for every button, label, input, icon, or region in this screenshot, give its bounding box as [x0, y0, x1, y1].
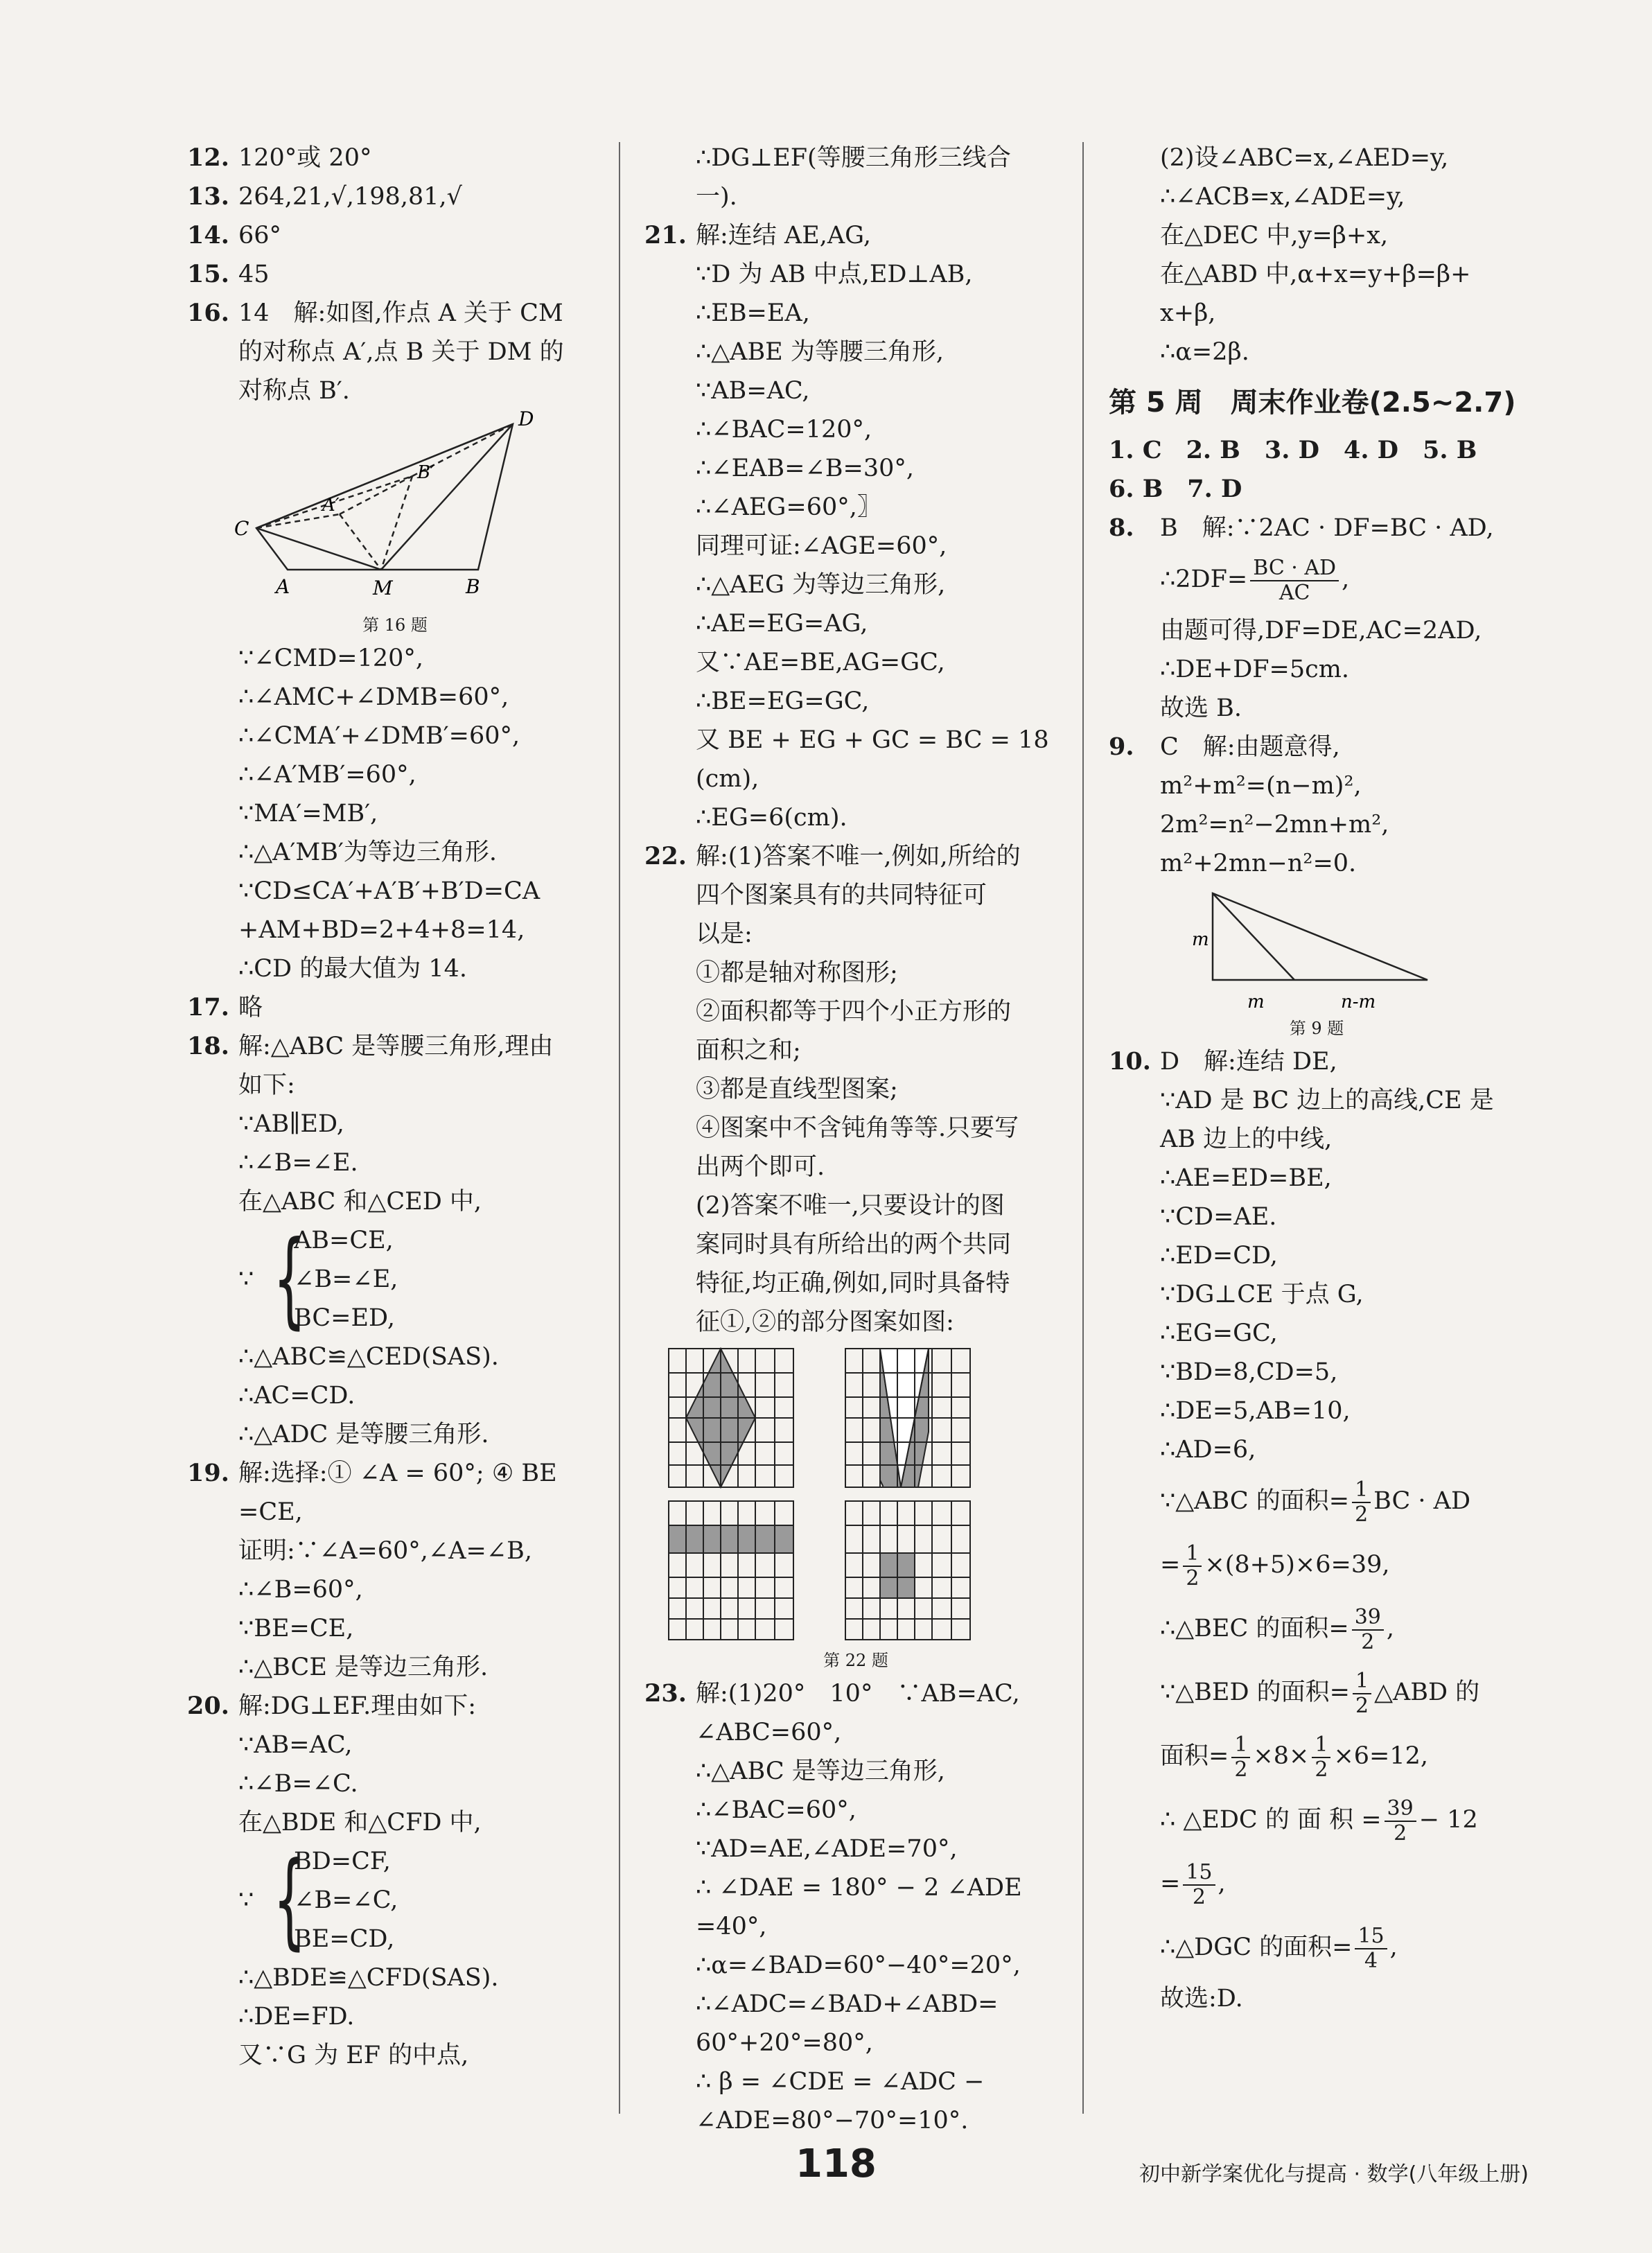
answer-19: 19. 解:选择:① ∠A = 60°; ④ BE =CE, 证明:∵∠A=60°,∠A=∠B, ∴∠B=60°, ∵BE=CE, ∴△BCE 是等边三角形.	[187, 1459, 557, 1681]
answer-23: 23. 解:(1)20° 10° ∵AB=AC, ∠ABC=60°, ∴△ABC 是等边三角形, ∴∠BAC=60°, ∵AD=AE,∠ADE=70°, ∴ ∠DAE = 180° − 2 ∠ADE =40°, ∴α=∠BAD=60°−40°=20°, ∴∠ADC=∠BAD+∠ABD= 60°+20°=80°, ∴ β = ∠CDE = ∠ADC − ∠ADE=80°−70°=10°.	[644, 1679, 1022, 2134]
answer-9: 9. C 解:由题意得, m²+m²=(n−m)², 2m²=n²−2mn+m², m²+2mn−n²=0. m m n-m 第 9 题	[1109, 728, 1524, 1042]
fig9-label-m-base: m	[1247, 992, 1265, 1012]
answer-16: 16. 14 解:如图,作点 A 关于 CM 的对称点 A′,点 B 关于 DM 的 对称点 B′. C D A M B A′ B′ 第 16 题 ∵∠CMD=120°, ∴∠AMC+∠DMB=60°, ∴∠CMA′+∠DMB′=60°, ∴∠A′MB′=60°, ∵MA′=MB′, ∴△A′MB′为等边三角形. ∵CD≤CA′+A′B′+B′D=CA +AM+BD=2+4+8=14, ∴CD 的最大值为 14.	[187, 294, 603, 988]
figure-22	[644, 1342, 1067, 1647]
answer-10: 10. D 解:连结 DE, ∵AD 是 BC 边上的高线,CE 是 AB 边上的中线, ∴AE=ED=BE, ∵CD=AE. ∴ED=CD, ∵DG⊥CE 于点 G, ∴EG=GC, ∵BD=8,CD=5, ∴DE=5,AB=10, ∴AD=6, ∵△ABC 的面积= $\frac{1}{2}$ BC · AD = $\frac{1}{2}$ ×(8+5)×6=39, ∴△BEC 的面积= $\frac{39}{2}$ , ∵△BED 的面积= $\frac{1}{2}$ △ABD 的 面积= $\frac{1}{2}$ ×8× $\frac{1}{2}$ ×6=12, ∴ △EDC 的 面 积 = $\frac{39}{2}$ − 12 = $\frac{15}{2}$ , ∴△DGC 的面积= $\frac{15}{4}$ , 故选:D.	[1109, 1047, 1494, 2013]
grid-v-shape	[845, 1349, 970, 1487]
fig16-label-m: M	[373, 577, 393, 599]
figure-9-caption: 第 9 题	[1289, 1019, 1344, 1038]
answer-17: 17. 略	[187, 993, 263, 1022]
column-2: ∴DG⊥EF(等腰三角形三线合 一). 21. 解:连结 AE,AG, ∵D 为 AB 中点,ED⊥AB, ∴EB=EA, ∴△ABE 为等腰三角形, ∵AB=AC, ∴∠BAC=120°, ∴∠EAB=∠B=30°, ∴∠AEG=60°,〗 同理可证:∠AGE=60°, ∴△AEG 为等边三角形, ∴AE=EG=AG, 又∵AE=BE,AG=GC, ∴BE=EG=GC, 又 BE + EG + GC = BC = 18 (cm), ∴EG=6(cm). 22. 解:(1)答案不唯一,例如,所给的 四个图案具有的共同特征可 以是: ①都是轴对称图形; ②面积都等于四个小正方形的 面积之和; ③都是直线型图案; ④图案中不含钝角等等.只要写 出两个即可. (2)答案不唯一,只要设计的图 案同时具有所给出的两个共同 特征,均正确,例如,同时具备特 征①,②的部分图案如图: 第 22 题 23. 解:(1)20° 10° ∵AB=AC, ∠ABC=60°, ∴△ABC 是等边三角形, ∴∠BAC=60°, ∵AD=AE,∠ADE=70°, ∴ ∠DAE = 180° − 2 ∠ADE =40°, ∴α=∠BAD=60°−40°=20°, ∴∠ADC=∠BAD+∠ABD= 60°+20°=80°, ∴ β = ∠CDE = ∠ADC − ∠ADE=80°−70°=10°.	[644, 139, 1067, 2140]
fig16-label-c: C	[234, 517, 249, 540]
figure-9	[1109, 883, 1524, 1015]
grid-rhombus	[669, 1349, 793, 1487]
answer-20: 20. 解:DG⊥EF.理由如下: ∵AB=AC, ∴∠B=∠C. 在△BDE 和△CFD 中, ∵ { BD=CF, ∠B=∠C, BE=CD, ∴△BDE≌△CFD(SAS). ∴DE=FD. 又∵G 为 EF 的中点,	[187, 1687, 603, 2075]
answer-13: 13. 264,21,√,198,81,√	[187, 182, 462, 211]
book-title-footer: 初中新学案优化与提高 · 数学(八年级上册)	[1139, 2162, 1529, 2186]
fig9-label-m-side: m	[1192, 929, 1209, 950]
grid-center-square	[845, 1501, 970, 1640]
fig16-label-a-prime: A′	[322, 495, 340, 516]
grid-horizontal-band	[669, 1501, 793, 1640]
answer-15: 15. 45	[187, 260, 270, 288]
answer-21: 21. 解:连结 AE,AG, ∵D 为 AB 中点,ED⊥AB, ∴EB=EA, ∴△ABE 为等腰三角形, ∵AB=AC, ∴∠BAC=120°, ∴∠EAB=∠B=30°, ∴∠AEG=60°,〗 同理可证:∠AGE=60°, ∴△AEG 为等边三角形, ∴AE=EG=AG, 又∵AE=BE,AG=GC, ∴BE=EG=GC, 又 BE + EG + GC = BC = 18 (cm), ∴EG=6(cm).	[644, 221, 1049, 832]
fig16-label-b: B	[466, 575, 480, 598]
answer-8: 8. B 解:∵2AC · DF=BC · AD, ∴2DF= $\frac{BC \cdot AD}{AC}$ , 由题可得,DF=DE,AC=2AD, ∴DE+DF=5cm. 故选 B.	[1109, 514, 1494, 722]
answers-6-7: 6. B 7. D	[1109, 475, 1242, 503]
brace-system-20: ∵ { BD=CF, ∠B=∠C, BE=CD,	[238, 1840, 398, 1961]
column-3: (2)设∠ABC=x,∠AED=y, ∴∠ACB=x,∠ADE=y, 在△DEC 中,y=β+x, 在△ABD 中,α+x=y+β=β+ x+β, ∴α=2β. 第 5 周 周末作业卷(2.5~2.7) 1. C 2. B 3. D 4. D 5. B 6. B 7. D 8. B 解:∵2AC · DF=BC · AD, ∴2DF= $\frac{BC \cdot AD}{AC}$ , 由题可得,DF=DE,AC=2AD, ∴DE+DF=5cm. 故选 B. 9. C 解:由题意得, m²+m²=(n−m)², 2m²=n²−2mn+m², m²+2mn−n²=0. m m n-m 第 9 题 10. D 解:连结 DE, ∵AD 是 BC 边上的高线,CE 是 AB 边上的中线, ∴AE=ED=BE, ∵CD=AE. ∴ED=CD, ∵DG⊥CE 于点 G, ∴EG=GC, ∵BD=8,CD=5, ∴DE=5,AB=10, ∴AD=6, ∵△ABC 的面积= $\frac{1}{2}$ BC · AD = $\frac{1}{2}$ ×(8+5)×6=39, ∴△BEC 的面积= $\frac{39}{2}$ , ∵△BED 的面积= $\frac{1}{2}$ △ABD 的 面积= $\frac{1}{2}$ ×8× $\frac{1}{2}$ ×6=12, ∴ △EDC 的 面 积 = $\frac{39}{2}$ − 12 = $\frac{15}{2}$ , ∴△DGC 的面积= $\frac{15}{4}$ , 故选:D.	[1109, 139, 1524, 2018]
answer-14: 14. 66°	[187, 221, 282, 249]
fig9-label-nm-base: n-m	[1341, 992, 1376, 1012]
fig16-label-b-prime: B′	[417, 462, 435, 483]
fig16-label-a: A	[276, 575, 290, 598]
column-divider-2	[1082, 142, 1084, 2114]
column-1	[187, 139, 603, 2075]
answer-22: 22. 解:(1)答案不唯一,例如,所给的 四个图案具有的共同特征可 以是: ①都是轴对称图形; ②面积都等于四个小正方形的 面积之和; ③都是直线型图案; ④图案中不含钝角等等.只要写 出两个即可. (2)答案不唯一,只要设计的图 案同时具有所给出的两个共同 特征,均正确,例如,同时具备特 征①,②的部分图案如图: 第 22 题	[644, 837, 1067, 1674]
figure-16	[187, 410, 603, 611]
figure-16-caption: 第 16 题	[362, 615, 428, 635]
page-number: 118	[796, 2141, 877, 2186]
figure-22-caption: 第 22 题	[823, 1651, 888, 1670]
answer-12: 12. 120°或 20°	[187, 143, 372, 172]
answers-1-5: 1. C 2. B 3. D 4. D 5. B	[1109, 436, 1477, 464]
fig16-label-d: D	[518, 410, 534, 430]
answer-18: 18. 解:△ABC 是等腰三角形,理由 如下: ∵AB∥ED, ∴∠B=∠E. 在△ABC 和△CED 中, ∵ { AB=CE, ∠B=∠E, BC=ED, ∴△ABC≌△CED(SAS). ∴AC=CD. ∴△ADC 是等腰三角形.	[187, 1027, 603, 1454]
brace-system-18: ∵ { AB=CE, ∠B=∠E, BC=ED,	[238, 1219, 398, 1340]
column-divider-1	[619, 142, 620, 2114]
section-title: 第 5 周 周末作业卷(2.5~2.7)	[1109, 387, 1516, 419]
